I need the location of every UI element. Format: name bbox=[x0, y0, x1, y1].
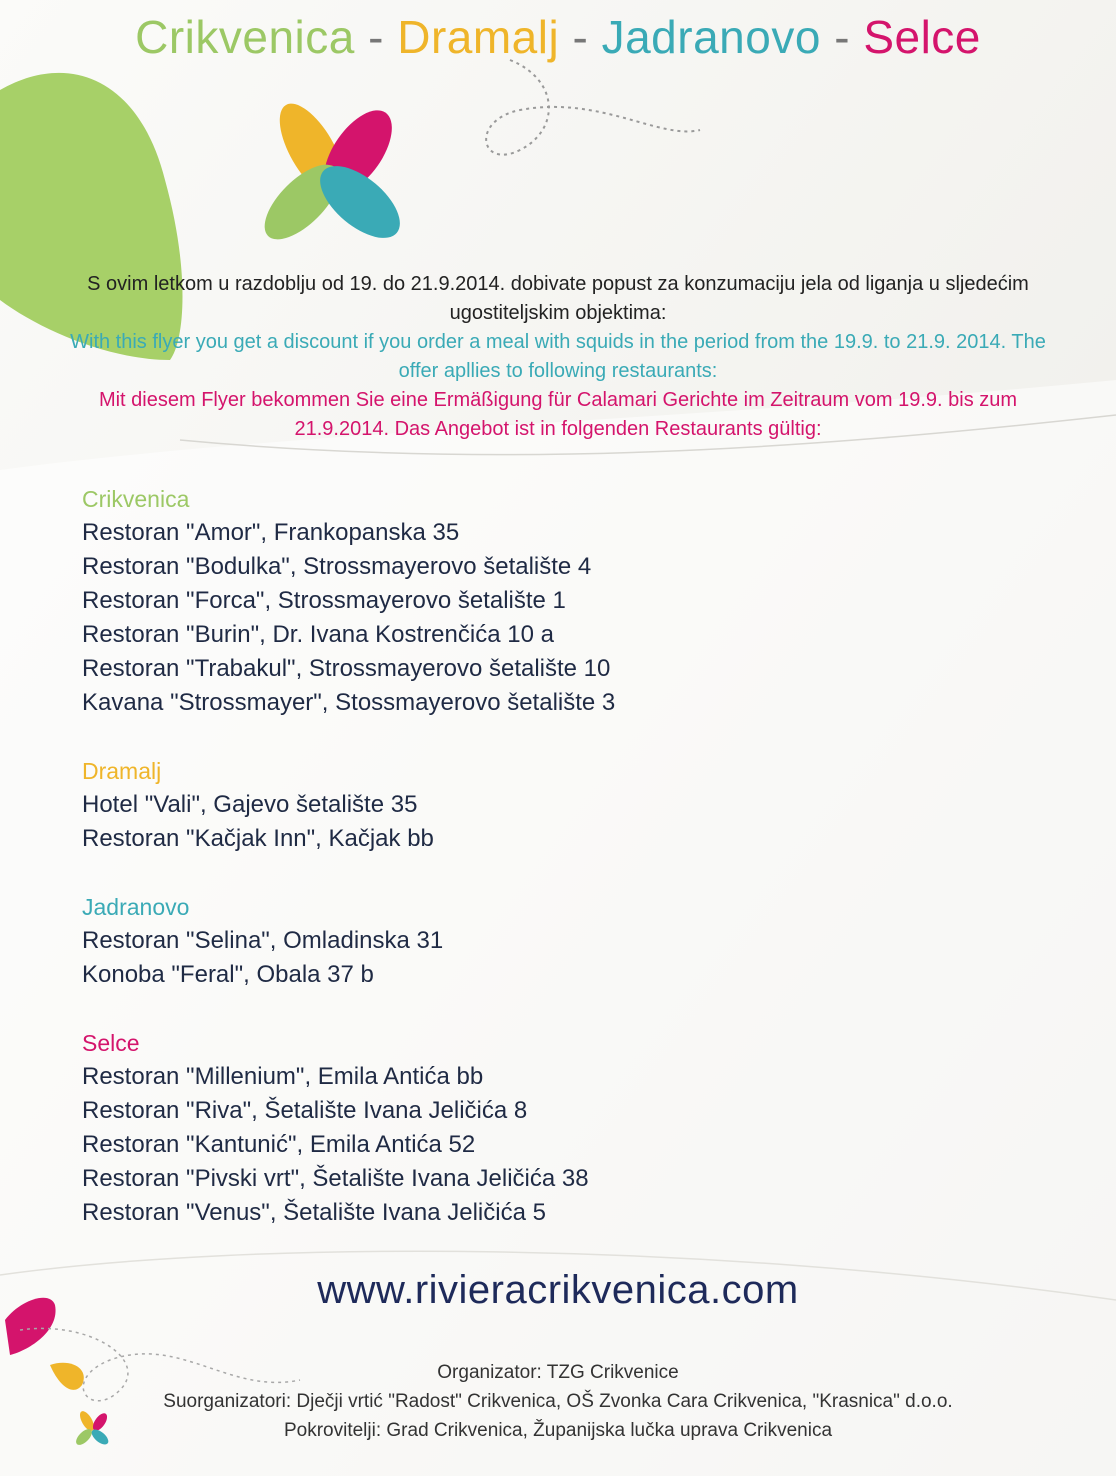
intro-text bbox=[60, 270, 1056, 444]
list-item: Hotel "Vali", Gajevo šetalište 35 bbox=[82, 791, 418, 818]
section-dramalj bbox=[82, 754, 982, 856]
footer-co-organizers: Suorganizatori: Dječji vrtić "Radost" Crikvenica, OŠ Zvonka Cara Crikvenica, "Krasnica" d.o.o. bbox=[163, 1391, 953, 1412]
list-item: Restoran "Venus", Šetalište Ivana Jeličića 5 bbox=[82, 1199, 546, 1226]
list-item: Restoran "Forca", Strossmayerovo šetalište 1 bbox=[82, 587, 566, 614]
list-item: Kavana "Strossmayer", Stossmayerovo šetalište 3 bbox=[82, 689, 616, 716]
title-dramalj: Dramalj bbox=[397, 11, 560, 63]
title-separator: - bbox=[354, 11, 398, 63]
intro-english: With this flyer you get a discount if you order a meal with squids in the period from the 19.9. to 21.9. 2014. The offer apllies to following restaurants: bbox=[70, 331, 1046, 382]
section-title: Jadranovo bbox=[82, 894, 190, 920]
restaurant-list bbox=[82, 482, 982, 1264]
footer-credits bbox=[0, 1358, 1116, 1445]
list-item: Restoran "Bodulka", Strossmayerovo šetalište 4 bbox=[82, 553, 592, 580]
list-item: Restoran "Kantunić", Emila Antića 52 bbox=[82, 1131, 476, 1158]
title-separator: - bbox=[559, 11, 602, 63]
list-item: Restoran "Trabakul", Strossmayerovo šetalište 10 bbox=[82, 655, 611, 682]
list-item: Restoran "Kačjak Inn", Kačjak bb bbox=[82, 825, 434, 852]
section-title: Crikvenica bbox=[82, 486, 190, 512]
list-item: Restoran "Selina", Omladinska 31 bbox=[82, 927, 444, 954]
title-jadranovo: Jadranovo bbox=[601, 11, 821, 63]
page-title bbox=[0, 10, 1116, 64]
title-selce: Selce bbox=[863, 11, 981, 63]
title-crikvenica: Crikvenica bbox=[135, 11, 355, 63]
list-item: Restoran "Pivski vrt", Šetalište Ivana Jeličića 38 bbox=[82, 1165, 589, 1192]
intro-german: Mit diesem Flyer bekommen Sie eine Ermäßigung für Calamari Gerichte im Zeitraum vom 19.9. bis zum 21.9.2014. Das Angebot ist in folgenden Restaurants gültig: bbox=[98, 389, 1018, 440]
list-item: Restoran "Riva", Šetalište Ivana Jeličića 8 bbox=[82, 1097, 528, 1124]
section-title: Selce bbox=[82, 1030, 140, 1056]
section-crikvenica bbox=[82, 482, 982, 720]
footer-sponsors: Pokrovitelji: Grad Crikvenica, Županijska lučka uprava Crikvenica bbox=[283, 1420, 833, 1441]
list-item: Restoran "Burin", Dr. Ivana Kostrenčića 10 a bbox=[82, 621, 554, 648]
footer-organizer: Organizator: TZG Crikvenice bbox=[437, 1362, 679, 1383]
section-selce bbox=[82, 1026, 982, 1230]
section-title: Dramalj bbox=[82, 758, 162, 784]
title-separator: - bbox=[820, 11, 864, 63]
intro-croatian: S ovim letkom u razdoblju od 19. do 21.9.2014. dobivate popust za konzumaciju jela od liganja u sljedećim ugostiteljskim objektima: bbox=[87, 273, 1029, 324]
list-item: Restoran "Amor", Frankopanska 35 bbox=[82, 519, 460, 546]
list-item: Restoran "Millenium", Emila Antića bb bbox=[82, 1063, 484, 1090]
list-item: Konoba "Feral", Obala 37 b bbox=[82, 961, 374, 988]
section-jadranovo bbox=[82, 890, 982, 992]
website-url: www.rivieracrikvenica.com bbox=[317, 1268, 799, 1312]
